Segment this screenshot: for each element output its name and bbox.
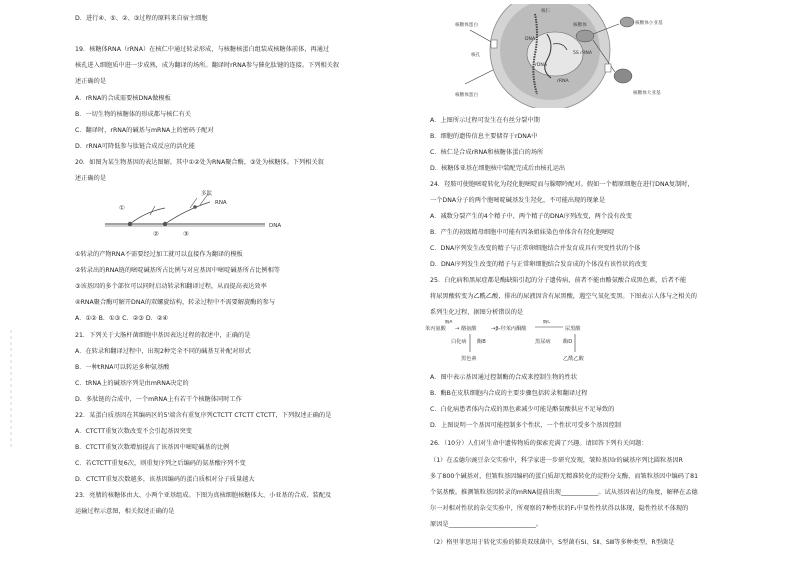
label-nuclear-pore: 核孔	[471, 53, 481, 58]
q25-stem-line1: 25．白化病和黑尿症都是酶缺陷引起的分子遗传病，前者不能由酪氨酸合成黑色素，后者不能	[430, 277, 687, 284]
q24-stem-line1: 24．羟胺可使胞嘧啶转化为羟化胞嘧啶而与腺嘌呤配对。假如一个精原细胞在进行DNA复制时，	[430, 181, 694, 188]
q21-option-a: A．在转录和翻译过程中，出现2种完全不同的碱基互补配对形式	[75, 348, 251, 355]
label-ribosomal-protein-2: 核糖体蛋白	[455, 93, 478, 98]
q24-option-b: B．产生的初级精母细胞中可能有四条姐妹染色单体含有羟化胞嘧啶	[430, 229, 615, 236]
gene-expression-diagram	[105, 190, 305, 250]
metabolism-pathway-diagram	[425, 320, 625, 368]
nuclear-pore-1	[491, 40, 497, 48]
q21-option-b: B．一种tRNA可以转运多种氨基酸	[75, 364, 170, 371]
q20-options: A．①② B．①③ C．②③ D．②④	[75, 315, 168, 322]
q22-option-c: C．若CTCTT重复6次，则重复序列之后编码的氨基酸序列不变	[75, 460, 246, 467]
label-albinism: 白化病	[451, 339, 467, 345]
q19-stem-line2: 核孔进入细胞质中进一步成熟，成为翻译的场所。翻译时rRNA参与催化肽键的连接。下列相关叙	[75, 62, 340, 69]
label-rna: RNA	[215, 200, 227, 206]
q22-option-b: B．CTCTT重复次数增加提高了该基因中嘧啶碱基的比例	[75, 444, 230, 451]
q24-stem-line2: 一个DNA分子的两个胞嘧啶碱基发生羟化，不可能出现的现象是	[430, 197, 606, 204]
label-alkaptonuria: 黑尿病	[535, 339, 551, 345]
label-enzyme-b: 酶B	[477, 339, 486, 345]
q19-stem-line3: 述正确的是	[75, 78, 107, 85]
q26-stem: 26．（10分）人们对生命中遗传物质的探索充满了兴趣。请回答下列有关问题：	[430, 440, 648, 447]
arrow-protein-out	[465, 70, 493, 84]
label-enzyme-c: 酶C	[543, 320, 551, 325]
q22-stem: 22．某蛋白质基因在其编码区的5'端含有重复序列CTCTT CTCTT CTCTT，下列叙述正确的是	[75, 412, 332, 419]
label-1: ①	[119, 204, 125, 212]
large-subunit-shape	[614, 69, 632, 83]
q22-option-d: D．CTCTT重复次数越多，该基因编码的蛋白质相对分子质量越大	[75, 476, 255, 483]
q20-statement-2: ②转录出的RNA链的嘧啶碱基所占比例与对应基因中嘧啶碱基所占比例相等	[75, 267, 281, 274]
q20-statement-1: ①转录的产物RNA不需要经过加工就可以直接作为翻译的模板	[75, 251, 243, 258]
label-rdna: rDNA	[535, 63, 548, 68]
label-ribosome: 核糖体	[573, 23, 587, 28]
rna-polymerase-1-dot	[128, 222, 132, 226]
label-hydroxyphenylpyruvate: →β-羟苯丙酮酸	[491, 326, 527, 332]
q26-part1-line5: 原因是____________________________。	[430, 521, 543, 528]
q20-stem-line2: 述正确的是	[75, 175, 107, 182]
label-large-subunit: 核糖体大亚基	[633, 91, 661, 96]
q25-option-d: D．上图说明一个基因可能控制多个性状，一个性状可受多个基因控制	[430, 422, 622, 429]
label-phenylalanine: 苯丙氨酸	[425, 326, 446, 332]
q26-part1-line2: 多了800个碱基对，但皱粒基因编码的蛋白质却无精准转化的淀粉分支酶，而皱粒基因中编码了81	[430, 473, 699, 480]
label-nucleolus: 核仁	[541, 9, 551, 14]
label-tyrosine: → 酪氨酸	[455, 326, 477, 332]
q24-option-c: C．DNA序列发生改变的精子与正常卵细胞结合并发育成具有突变性状的个体	[430, 245, 641, 252]
q25-stem-line2: 将尿黑酸转变为乙酰乙酸，排出的尿液因含有尿黑酸，遇空气氧化变黑。下图表示人体与之相关的	[430, 293, 697, 300]
label-small-subunit: 核糖体小亚基	[635, 21, 663, 26]
label-ribosomal-protein: 核糖体蛋白	[455, 23, 478, 28]
label-2: ②	[153, 230, 159, 238]
small-subunit-shape	[620, 17, 634, 27]
q26-part1-line1: （1）在孟德尔豌豆杂交实验中，科学家进一步研究发现，皱粒基因r的碱基序列比圆粒基因R	[430, 457, 683, 464]
q23-stem-line2: 运输过程示意图，相关叙述正确的是	[75, 508, 175, 515]
q23-option-c: C．核仁是合成rRNA和核糖体蛋白的场所	[430, 149, 544, 156]
q23-option-d: D．核糖体亚基在细胞核中装配完成后由核孔运出	[430, 165, 566, 172]
q20-stem-line1: 20．如图为某生物基因的表达图解。其中①②处为RNA聚合酶，③处为核糖体。下列相关叙	[75, 159, 324, 166]
q25-option-c: C．白化病患者体内合成的黑色素减少可能是酪氨酸供应不足导致的	[430, 406, 615, 413]
q20-statement-4: ④RNA聚合酶可解开DNA的双螺旋结构，转录过程中不需要解旋酶的参与	[75, 299, 276, 306]
q23-stem-line1: 23．亮腈的核糖体由大、小两个亚基组成。下图为真核细胞核糖体大、小亚基的合成、装配及	[75, 492, 332, 499]
label-acetoacetate: 乙酰乙酸	[563, 356, 584, 362]
q26-part1-line4: 尔一对相对性状的杂交实验中，所观察的7种性状的F₁中显性性状得以体现，隐性性状不体现的	[430, 505, 689, 512]
q22-option-a: A．CTCTT重复次数改变不会引起基因突变	[75, 428, 192, 435]
q19-option-d: D．rRNA可降低参与肽链合成反应的活化能	[75, 143, 195, 150]
nuclear-pore-2	[605, 64, 611, 72]
label-dna: DNA	[269, 223, 282, 229]
q24-option-d: D．DNA序列发生改变的精子与正常卵细胞结合发育成的个体没有该性状的改变	[430, 261, 648, 268]
label-enzyme-d: 酶D	[563, 339, 573, 345]
q23-option-a: A．上图所示过程可发生在有丝分裂中期	[430, 117, 540, 124]
q24-option-a: A．减数分裂产生的4个精子中，两个精子的DNA序列改变，两个没有改变	[430, 213, 632, 220]
q19-option-c: C．翻译时，rRNA的碱基与mRNA上的密码子配对	[75, 127, 214, 134]
label-peptide: 多肽	[201, 191, 213, 197]
q19-stem-line1: 19．核糖体RNA（rRNA）在核仁中通过转录形成，与核糖核蛋白组装成核糖体前体，再通过	[75, 46, 330, 53]
ribosome-assembly-diagram	[455, 4, 685, 108]
rna-polymerase-2-dot	[163, 222, 167, 226]
q25-option-b: B．酶B在皮肤细胞内合成的主要步骤包括转录和翻译过程	[430, 390, 588, 397]
q25-stem-line3: 系列生化过程，据图分析错误的是	[430, 309, 524, 316]
rna-chain-1	[130, 208, 165, 224]
label-rrna: rRNA	[557, 79, 569, 84]
ribosome-precursor	[576, 30, 594, 42]
q19-option-b: B．一切生物的核糖体的形成都与核仁有关	[75, 111, 191, 118]
label-5s-rrna: 5S rRNA	[573, 51, 592, 56]
q19-option-a: A．rRNA的合成需要核DNA做模板	[75, 95, 171, 102]
label-3: ③	[183, 230, 189, 238]
label-melanin: 黑色素	[461, 356, 477, 362]
rna-chain-2	[165, 202, 210, 224]
q23-option-b: B．细胞的遗传信息主要储存于rDNA中	[430, 133, 538, 140]
ribosome-dot	[193, 205, 197, 209]
q20-statement-3: ③该基因的多个部位可以同时启动转录和翻译过程，从而提高表达效率	[75, 283, 267, 290]
q21-stem: 21．下列关于大肠杆菌细胞中基因表达过程的叙述中，正确的是	[75, 332, 251, 339]
label-dna: DNA	[525, 37, 536, 42]
binding-margin-dashes	[4, 330, 18, 450]
q25-option-a: A．图中表示基因通过控制酶的合成来控制生物的性状	[430, 374, 578, 381]
q26-part2-line1: （2）格里菲思用于转化实验的肺炎双球菌中，S型菌有SⅠ、SⅡ、SⅢ等多种类型，R型菌是	[430, 539, 675, 546]
label-enzyme-a: 酶A	[445, 320, 453, 325]
label-homogentisic-acid: 尿黑酸	[565, 326, 581, 332]
q18-option-d: D．进行④、⑤、②、③过程的原料来自宿主细胞	[75, 15, 208, 22]
q21-option-d: D．多肽链的合成中，一个mRNA上有若干个核糖体同时工作	[75, 396, 242, 403]
q26-part1-line3: 个氨基酸。推测皱粒基因转录的mRNA提前出现____________。试从基因表达的角度，解释在孟德	[430, 489, 698, 496]
q21-option-c: C．tRNA上的碱基序列是由mRNA决定的	[75, 380, 189, 387]
